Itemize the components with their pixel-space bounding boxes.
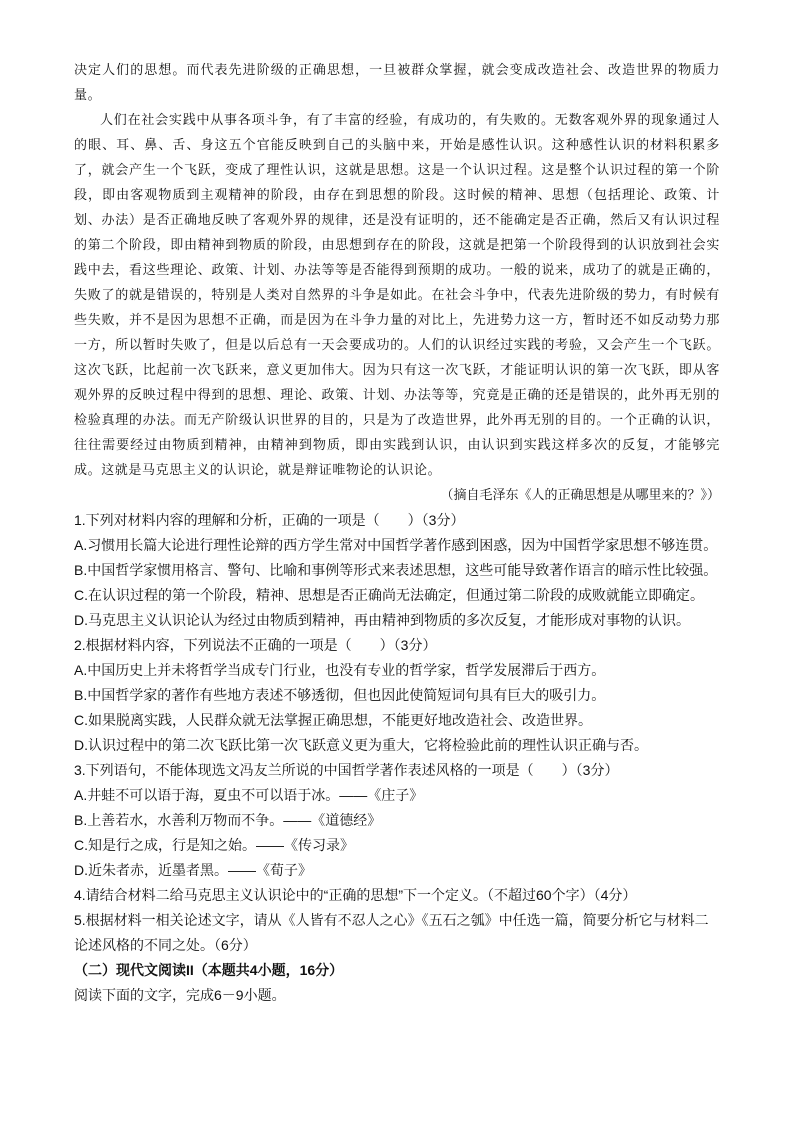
passage-source: （摘自毛泽东《人的正确思想是从哪里来的？》） — [440, 488, 720, 503]
question-2-option-a: A.中国历史上并未将哲学当成专门行业，也没有专业的哲学家，哲学发展滞后于西方。 — [74, 662, 606, 678]
question-2-option-b: B.中国哲学家的著作有些地方表述不够透彻，但也因此使简短词句具有巨大的吸引力。 — [74, 687, 606, 703]
passage-paragraph-1: 决定人们的思想。而代表先进阶级的正确思想，一旦被群众掌握，就会变成改造社会、改造世界的物质力量。 — [74, 63, 720, 103]
question-1-stem: 1.下列对材料内容的理解和分析，正确的一项是（ ）（3分） — [74, 512, 465, 528]
question-3-option-a: A.井蛙不可以语于海，夏虫不可以语于冰。——《庄子》 — [74, 787, 424, 803]
passage-paragraph-2: 人们在社会实践中从事各项斗争，有了丰富的经验，有成功的，有失败的。无数客观外界的现象通过人的眼、耳、鼻、舌、身这五个官能反映到自己的头脑中来，开始是感性认识。这种感性认识的材料积累多了，就会产生一个飞跃，变成了理性认识，这就是思想。这是一个认识过程。这是整个认识过程的第一个阶段，即由客观物质到主观精神的阶段，由存在到思想的阶段。这时候的精神、思想（包括理论、政策、计划、办法）是否正确地反映了客观外界的规律，还是没有证明的，还不能确定是否正确，然后又有认识过程的第二个阶段，即由精神到物质的阶段，由思想到存在的阶段，这就是把第一个阶段得到的认识放到社会实践中去，看这些理论、政策、计划、办法等等是否能得到预期的成功。一般的说来，成功了的就是正确的，失败了的就是错误的，特别是人类对自然界的斗争是如此。在社会斗争中，代表先进阶级的势力，有时候有些失败，并不是因为思想不正确，而是因为在斗争力量的对比上，先进势力这一方，暂时还不如反动势力那一方，所以暂时失败了，但是以后总有一天会要成功的。人们的认识经过实践的考验，又会产生一个飞跃。这次飞跃，比起前一次飞跃来，意义更加伟大。因为只有这一次飞跃，才能证明认识的第一次飞跃，即从客观外界的反映过程中得到的思想、理论、政策、计划、办法等等，究竟是正确的还是错误的，此外再无别的检验真理的办法。而无产阶级认识世界的目的，只是为了改造世界，此外再无别的目的。一个正确的认识，往往需要经过由物质到精神，由精神到物质，即由实践到认识，由认识到实践这样多次的反复，才能够完成。这就是马克思主义的认识论，就是辩证唯物论的认识论。 — [74, 113, 720, 478]
exam-page — [74, 58, 720, 1008]
question-1-option-c: C.在认识过程的第一个阶段，精神、思想是否正确尚无法确定，但通过第二阶段的成败就能立即确定。 — [74, 587, 704, 603]
question-1-option-a: A.习惯用长篇大论进行理性论辩的西方学生常对中国哲学著作感到困惑，因为中国哲学家思想不够连贯。 — [74, 537, 718, 553]
question-3-option-b: B.上善若水，水善利万物而不争。——《道德经》 — [74, 812, 382, 828]
section-2-instruction: 阅读下面的文字，完成6－9小题。 — [74, 987, 286, 1003]
question-2-option-c: C.如果脱离实践，人民群众就无法掌握正确思想，不能更好地改造社会、改造世界。 — [74, 712, 592, 728]
question-5: 5.根据材料一相关论述文字，请从《人皆有不忍人之心》《五石之瓠》中任选一篇，简要分析它与材料二论述风格的不同之处。（6分） — [74, 912, 709, 953]
question-1-option-b: B.中国哲学家惯用格言、警句、比喻和事例等形式来表述思想，这些可能导致著作语言的暗示性比较强。 — [74, 562, 718, 578]
question-1-option-d: D.马克思主义认识论认为经过由物质到精神，再由精神到物质的多次反复，才能形成对事物的认识。 — [74, 612, 690, 628]
question-2-option-d: D.认识过程中的第二次飞跃比第一次飞跃意义更为重大，它将检验此前的理性认识正确与否。 — [74, 737, 648, 753]
question-3-option-c: C.知是行之成，行是知之始。——《传习录》 — [74, 837, 354, 853]
section-2-heading: （二）现代文阅读II（本题共4小题，16分） — [74, 962, 344, 978]
question-3-option-d: D.近朱者赤，近墨者黑。——《荀子》 — [74, 862, 312, 878]
reading-passage — [74, 58, 720, 483]
question-4: 4.请结合材料二给马克思主义认识论中的“正确的思想”下一个定义。（不超过60个字）（4分） — [74, 887, 637, 903]
question-2-stem: 2.根据材料内容，下列说法不正确的一项是（ ）（3分） — [74, 637, 437, 653]
question-3-stem: 3.下列语句，不能体现选文冯友兰所说的中国哲学著作表述风格的一项是（ ）（3分） — [74, 762, 619, 778]
question-list — [74, 508, 720, 958]
